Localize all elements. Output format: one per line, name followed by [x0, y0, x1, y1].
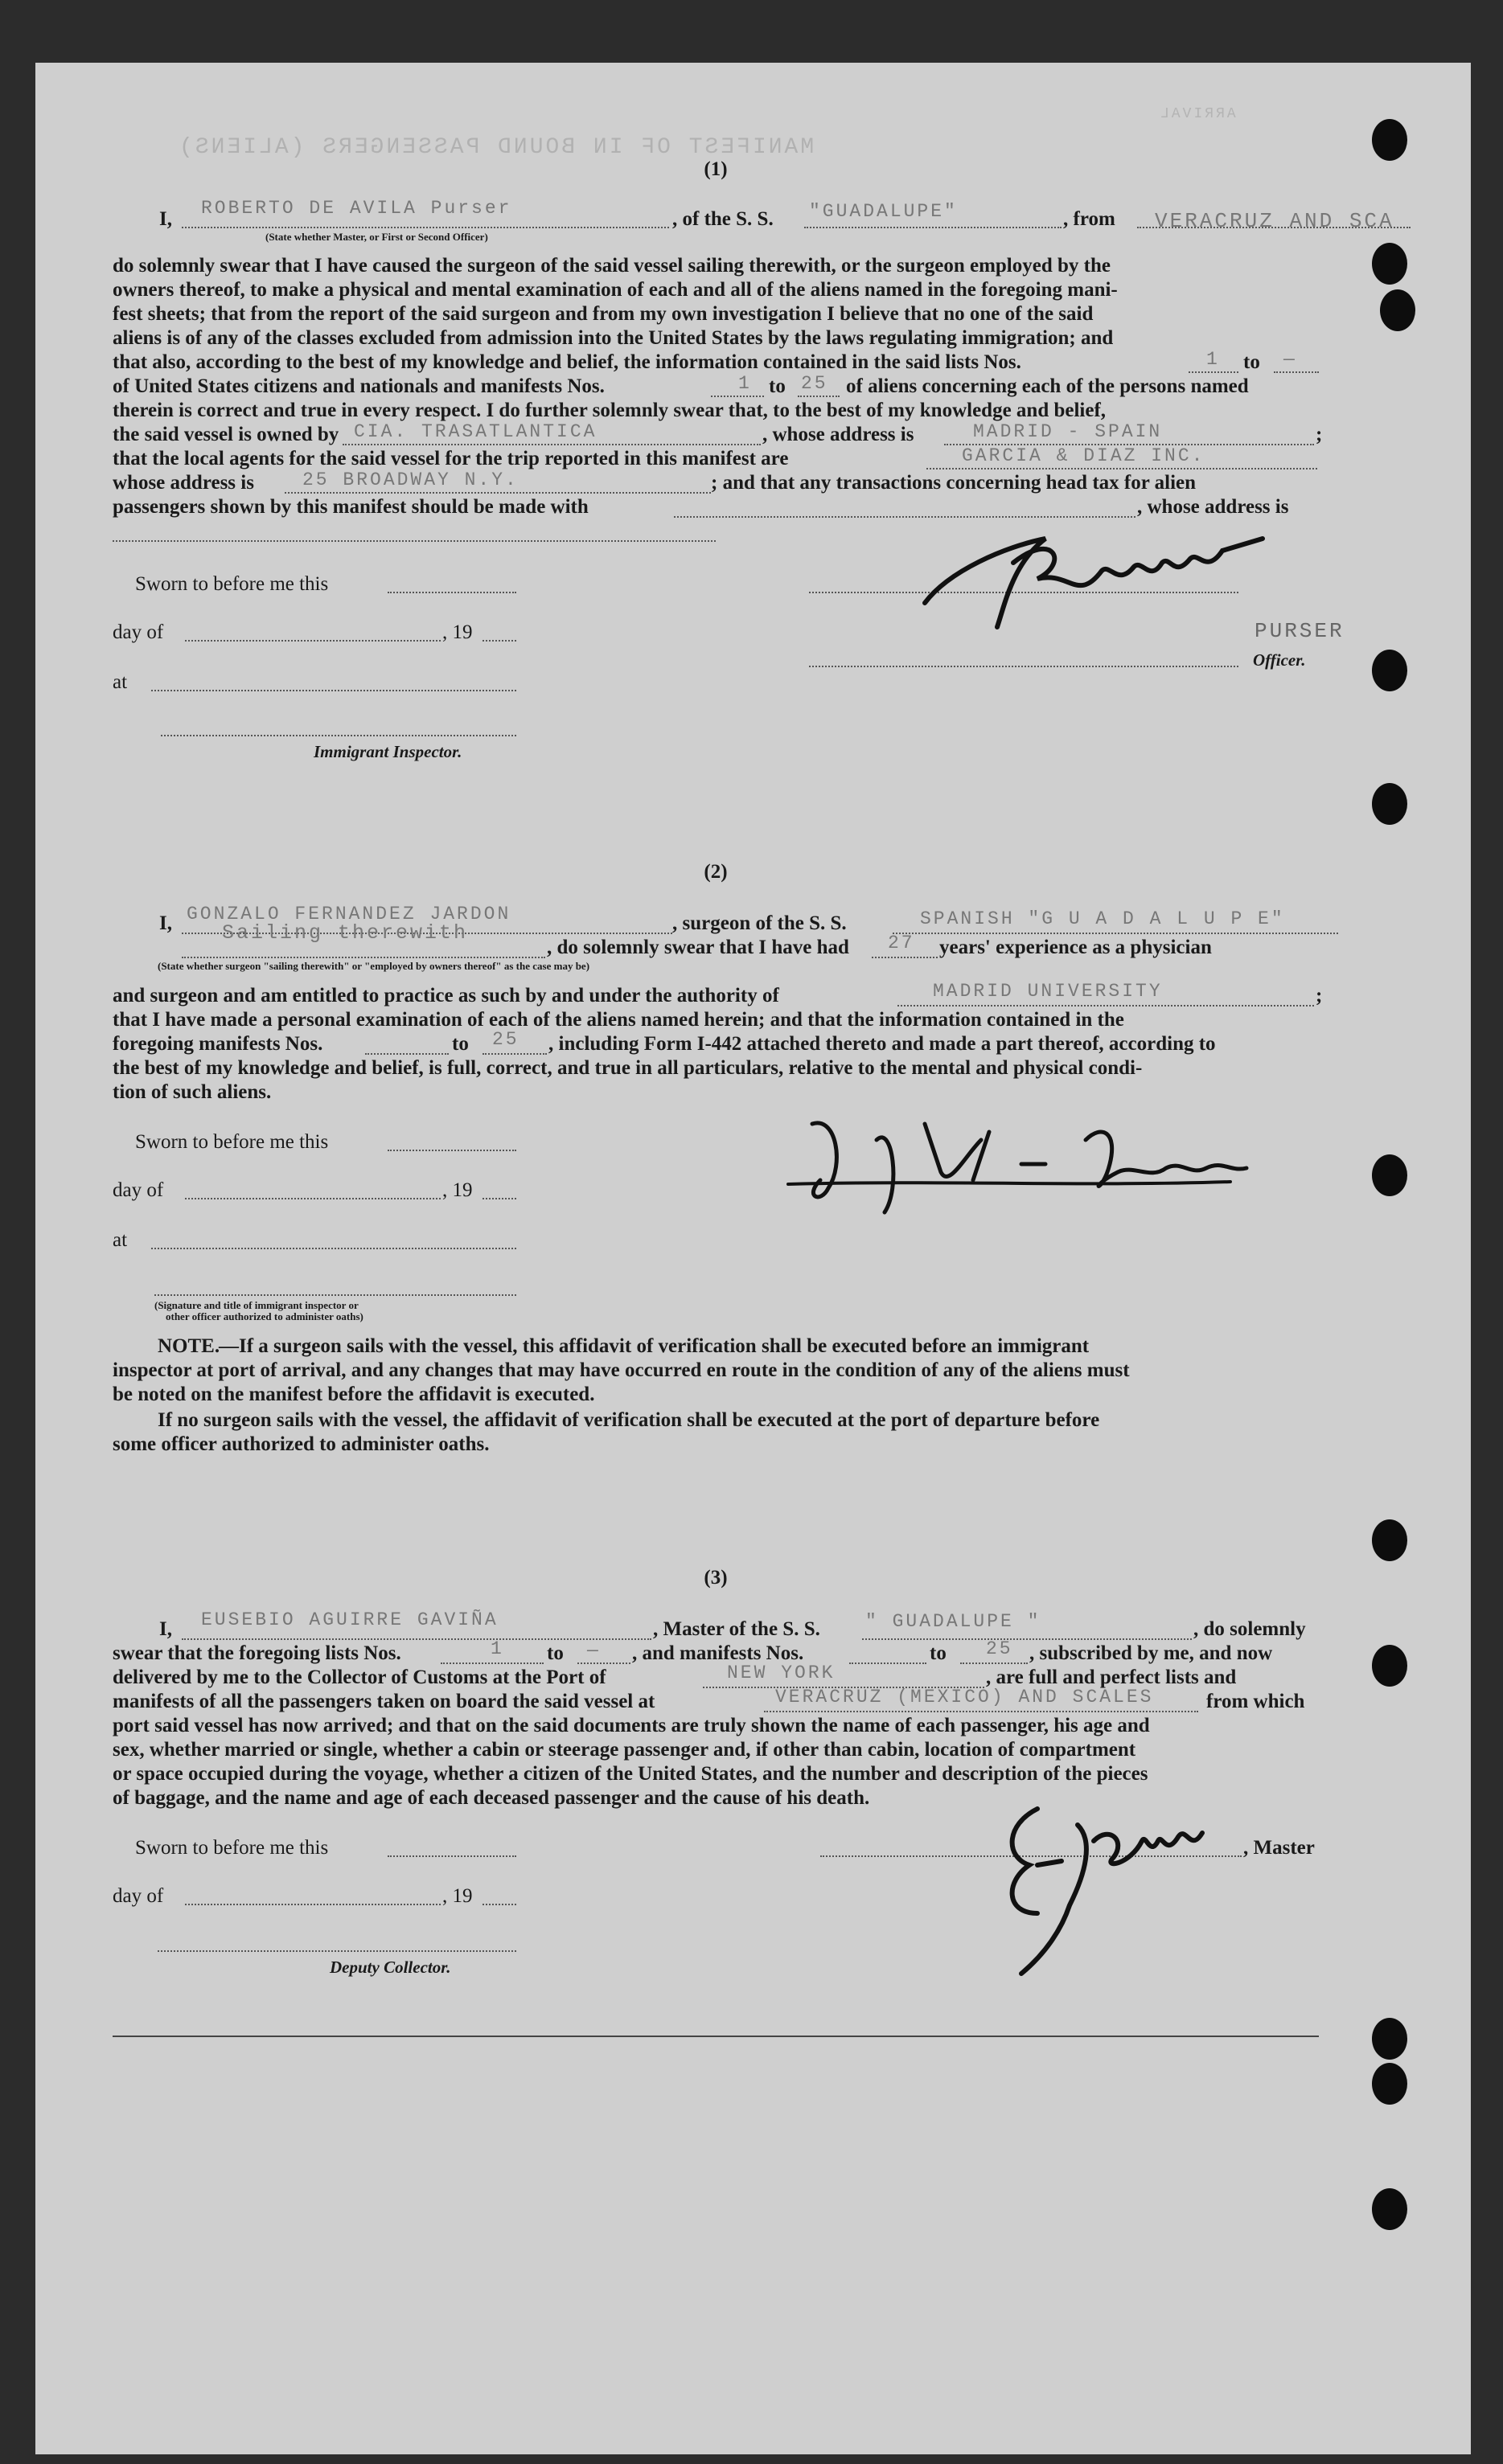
day-of-label: day of: [113, 1885, 164, 1907]
punch-hole: [1372, 1645, 1407, 1687]
surgeon-signature: [780, 1092, 1359, 1228]
note-label: NOTE.: [158, 1335, 220, 1357]
affidavit-line: or space occupied during the voyage, whether a citizen of the United States, and the number and description of the pieces: [113, 1763, 1148, 1785]
affidavit-line: that also, according to the best of my knowledge and belief, the information contained in the said lists Nos.: [113, 351, 1021, 373]
years-line: [872, 957, 938, 958]
master-name-value: EUSEBIO AGUIRRE GAVIÑA: [201, 1609, 499, 1630]
full-perfect-text: , are full and perfect lists and: [986, 1667, 1237, 1688]
surgeon-name-value: GONZALO FERNANDEZ JARDON: [187, 904, 511, 925]
to-label: to: [930, 1642, 947, 1664]
surgeon-vessel-value: SPANISH "G U A D A L U P E": [920, 908, 1285, 929]
from-label: , from: [1063, 208, 1115, 230]
day-line: [185, 640, 441, 642]
year-line: [483, 640, 516, 642]
sworn-label: Sworn to before me this: [135, 1837, 329, 1859]
inspector-signature-line: [154, 1294, 516, 1296]
departure-port-value: VERACRUZ (MEXICO) AND SCALES: [775, 1687, 1154, 1708]
master-caption: , Master: [1243, 1837, 1315, 1859]
master-lists-to-value: —: [587, 1640, 601, 1661]
at-line: [151, 690, 516, 691]
authority-text: and surgeon and am entitled to practice as such by and under the authority of: [113, 985, 779, 1007]
owner-value: CIA. TRASATLANTICA: [354, 421, 598, 442]
master-manifests-to-line: [960, 1662, 1028, 1664]
master-manifests-from-line: [849, 1662, 926, 1664]
officer-name-caption: (State whether Master, or First or Second Officer): [265, 231, 488, 243]
manifests-text: manifests of all the passengers taken on board the said vessel at: [113, 1691, 655, 1712]
of-aliens-text: of aliens concerning each of the persons named: [846, 375, 1249, 397]
authority-line: [897, 1005, 1314, 1007]
manifests-to-value: 25: [801, 373, 828, 394]
officer-title-line: [809, 666, 1238, 667]
punch-hole: [1380, 289, 1415, 331]
master-vessel-line: [862, 1638, 1192, 1640]
year-line: [483, 1904, 516, 1905]
master-of-label: , Master of the S. S.: [653, 1618, 820, 1640]
years-value: 27: [888, 933, 915, 953]
affidavit-line: that I have made a personal examination of each of the aliens named herein; and that the information contained in the: [113, 1009, 1124, 1031]
delivered-text: delivered by me to the Collector of Customs at the Port of: [113, 1667, 606, 1688]
sworn-date-line: [388, 592, 516, 593]
of-the-ss-label: , of the S. S.: [672, 208, 774, 230]
punch-hole: [1372, 119, 1407, 161]
affidavit-line: of baggage, and the name and age of each deceased passenger and the cause of his death.: [113, 1787, 870, 1809]
master-name-line: [182, 1638, 651, 1640]
surgeon-vessel-line: [893, 933, 1338, 934]
purser-stamp: PURSER: [1255, 619, 1345, 643]
note-line: some officer authorized to administer oaths.: [113, 1433, 490, 1455]
surgeon-manifests-from-line: [365, 1053, 449, 1055]
section-number: (3): [704, 1567, 728, 1589]
lists-from-value: 1: [1206, 349, 1220, 370]
at-label: at: [113, 1229, 128, 1251]
note-line: inspector at port of arrival, and any changes that may have occurred en route in the condition of any of the aliens must: [113, 1359, 1130, 1381]
affidavit-line: of United States citizens and nationals and manifests Nos.: [113, 375, 605, 397]
note-line: —If a surgeon sails with the vessel, this affidavit of verification shall be executed before an immigrant: [219, 1335, 1090, 1357]
affidavit-line: port said vessel has now arrived; and that on the said documents are truly shown the name of each passenger, his age and: [113, 1715, 1150, 1736]
affidavit-line: the said vessel is owned by: [113, 424, 339, 445]
manifests-to-line: [798, 396, 840, 397]
officer-name-line: [182, 227, 669, 228]
affidavit-line: foregoing manifests Nos.: [113, 1033, 323, 1055]
affidavit-line: aliens is of any of the classes excluded from admission into the United States by the laws regulating immigration; and: [113, 327, 1114, 349]
affidavit-line: that the local agents for the said vessel for the trip reported in this manifest are: [113, 448, 789, 469]
master-lists-from-value: 1: [491, 1638, 504, 1659]
at-label: at: [113, 671, 128, 693]
signature-caption: (Signature and title of immigrant inspector or: [154, 1299, 359, 1311]
lists-from-line: [1189, 371, 1238, 373]
affidavit-line: owners thereof, to make a physical and mental examination of each and all of the aliens named in the foregoing mani-: [113, 279, 1118, 301]
semicolon: ;: [1316, 424, 1323, 445]
and-manifests-text: , and manifests Nos.: [632, 1642, 804, 1664]
lists-to-line: [1274, 371, 1319, 373]
affidavit-line: the best of my knowledge and belief, is full, correct, and true in all particulars, relative to the mental and physical condi-: [113, 1057, 1143, 1079]
purser-signature: [917, 515, 1279, 635]
officer-name-value: ROBERTO DE AVILA Purser: [201, 198, 512, 219]
immigrant-inspector-caption: Immigrant Inspector.: [314, 742, 462, 761]
collector-signature-line: [158, 1950, 516, 1952]
officer-caption: Officer.: [1253, 650, 1306, 670]
master-manifests-to-value: 25: [986, 1638, 1013, 1659]
swear-text: swear that the foregoing lists Nos.: [113, 1642, 401, 1664]
affidavit-line: therein is correct and true in every respect. I do further solemnly swear that, to the best of my knowledge and belief,: [113, 400, 1107, 421]
including-text: , including Form I-442 attached thereto and made a part thereof, according to: [548, 1033, 1216, 1055]
lists-to-value: —: [1283, 349, 1297, 370]
head-tax-text: ; and that any transactions concerning head tax for alien: [711, 472, 1197, 494]
master-lists-to-line: [577, 1662, 630, 1664]
authority-value: MADRID UNIVERSITY: [933, 981, 1163, 1002]
years-text: years' experience as a physician: [939, 937, 1212, 958]
deputy-collector-caption: Deputy Collector.: [330, 1958, 451, 1977]
to-label: to: [547, 1642, 564, 1664]
vessel-line: [804, 227, 1062, 228]
affidavit-line: sex, whether married or single, whether a cabin or steerage passenger and, if other than cabin, location of compartment: [113, 1739, 1136, 1761]
departure-port-line: [764, 1711, 1198, 1712]
whose-address-label: , whose address is: [1137, 496, 1289, 518]
sailing-caption: (State whether surgeon "sailing therewith" or "employed by owners thereof" as the case may be): [158, 960, 590, 972]
note-line: If no surgeon sails with the vessel, the affidavit of verification shall be executed at the port of departure before: [158, 1409, 1100, 1431]
vessel-value: "GUADALUPE": [809, 201, 958, 222]
punch-hole: [1372, 243, 1407, 285]
year-label: , 19: [442, 1179, 473, 1201]
to-label: to: [769, 375, 786, 397]
i-label: I,: [159, 912, 172, 934]
master-lists-from-line: [441, 1662, 544, 1664]
whose-address-label: , whose address is: [762, 424, 914, 445]
punch-hole: [1372, 2063, 1407, 2105]
sailing-value: Sailing therewith: [222, 921, 469, 945]
day-of-label: day of: [113, 1179, 164, 1201]
from-which-text: from which: [1206, 1691, 1305, 1712]
year-label: , 19: [442, 621, 473, 643]
sworn-date-line: [388, 1150, 516, 1151]
signature-caption: other officer authorized to administer oaths): [166, 1310, 363, 1322]
owner-address-value: MADRID - SPAIN: [973, 421, 1163, 442]
master-vessel-value: " GUADALUPE ": [865, 1611, 1041, 1632]
to-label: to: [1243, 351, 1260, 373]
sworn-label: Sworn to before me this: [135, 1131, 329, 1153]
bleed-through-header: MANIFEST OF IN BOUND PASSENGERS (ALIENS): [177, 135, 815, 160]
bottom-rule: [113, 2036, 1319, 2037]
surgeon-manifests-to-value: 25: [492, 1029, 519, 1050]
day-of-label: day of: [113, 621, 164, 643]
section-number: (1): [704, 158, 728, 180]
punch-hole: [1372, 1154, 1407, 1196]
do-solemnly-text: , do solemnly swear that I have had: [547, 937, 849, 958]
day-line: [185, 1198, 441, 1199]
sailing-line: [182, 957, 545, 958]
i-label: I,: [159, 208, 172, 230]
affidavit-line: fest sheets; that from the report of the said surgeon and from my own investigation I believe that no one of the said: [113, 303, 1094, 325]
agents-line: [926, 468, 1317, 469]
semicolon: ;: [1316, 985, 1323, 1007]
year-line: [483, 1198, 516, 1199]
subscribed-text: , subscribed by me, and now: [1029, 1642, 1273, 1664]
port-value: NEW YORK: [727, 1662, 836, 1683]
inspector-signature-line: [161, 735, 516, 736]
i-label: I,: [159, 1618, 172, 1640]
owner-line: [343, 444, 761, 445]
punch-hole: [1372, 783, 1407, 825]
agents-address-value: 25 BROADWAY N.Y.: [302, 469, 519, 490]
section-number: (2): [704, 861, 728, 883]
punch-hole: [1372, 650, 1407, 691]
day-line: [185, 1904, 441, 1905]
affidavit-line: whose address is: [113, 472, 254, 494]
punch-hole: [1372, 2188, 1407, 2230]
year-label: , 19: [442, 1885, 473, 1907]
surgeon-manifests-to-line: [483, 1053, 547, 1055]
bleed-through-header-right: ARRIVAL: [1158, 106, 1236, 122]
from-port-value: VERACRUZ AND SCA: [1155, 209, 1394, 233]
punch-hole: [1372, 2018, 1407, 2060]
surgeon-of-label: , surgeon of the S. S.: [672, 912, 847, 934]
affidavit-line: passengers shown by this manifest should be made with: [113, 496, 589, 518]
master-signature: [989, 1793, 1230, 1986]
affidavit-line: tion of such aliens.: [113, 1081, 272, 1103]
agents-address-line: [285, 492, 711, 494]
to-label: to: [452, 1033, 469, 1055]
head-tax-address-line: [113, 540, 716, 542]
do-solemnly-text: , do solemnly: [1193, 1618, 1306, 1640]
manifests-from-line: [711, 396, 764, 397]
sworn-label: Sworn to before me this: [135, 573, 329, 595]
note-line: be noted on the manifest before the affidavit is executed.: [113, 1384, 595, 1405]
affidavit-line: do solemnly swear that I have caused the surgeon of the said vessel sailing therewith, or the surgeon employed by the: [113, 255, 1111, 277]
manifests-from-value: 1: [738, 373, 752, 394]
at-line: [151, 1248, 516, 1249]
punch-hole: [1372, 1519, 1407, 1561]
agents-value: GARCIA & DIAZ INC.: [962, 445, 1205, 466]
sworn-date-line: [388, 1855, 516, 1857]
